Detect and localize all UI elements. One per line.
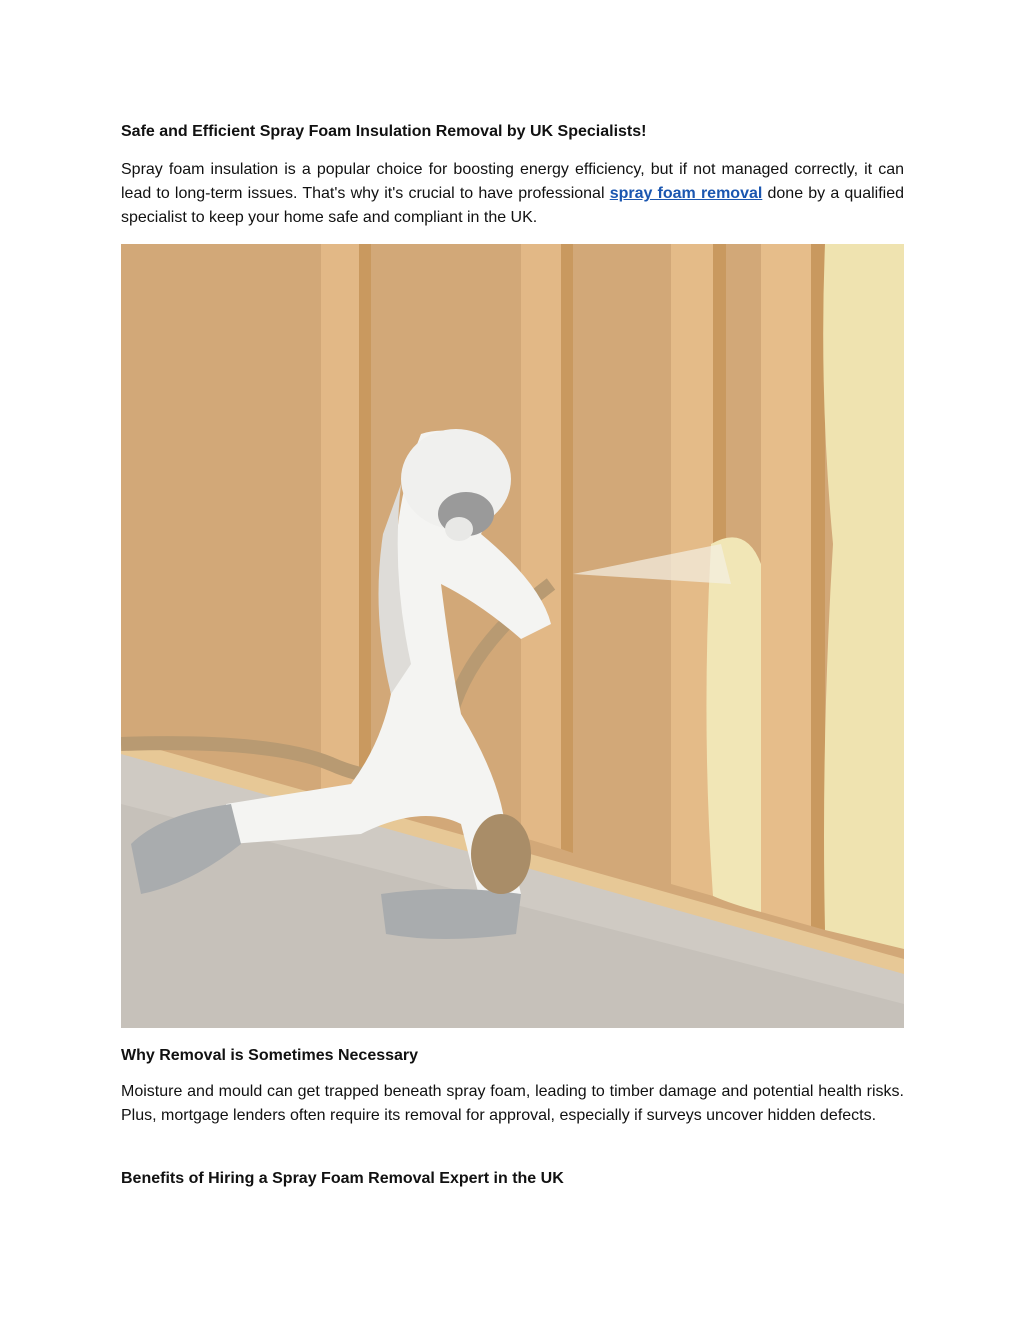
- intro-text-before: Spray foam insulation is a popular choice for boosting energy efficiency, but if not managed correctly, it can lead to long-term issues. That's why it's crucial to have professional: [121, 161, 904, 202]
- main-heading: Safe and Efficient Spray Foam Insulation Removal by UK Specialists!: [121, 123, 647, 140]
- intro-text-after: done by a qualified specialist to keep your home safe and compliant in the UK.: [121, 185, 905, 226]
- worker-spraying-foam-photo: [121, 244, 904, 1028]
- benefits-heading: Benefits of Hiring a Spray Foam Removal Expert in the UK: [121, 1170, 564, 1187]
- why-heading: Why Removal is Sometimes Necessary: [121, 1047, 419, 1064]
- spray-foam-removal-link[interactable]: spray foam removal: [609, 185, 763, 202]
- intro-paragraph: [121, 158, 904, 230]
- why-paragraph: Moisture and mould can get trapped beneath spray foam, leading to timber damage and potential health risks. Plus, mortgage lenders often require its removal for approval, especially if surveys uncover hidden defects.: [121, 1083, 904, 1124]
